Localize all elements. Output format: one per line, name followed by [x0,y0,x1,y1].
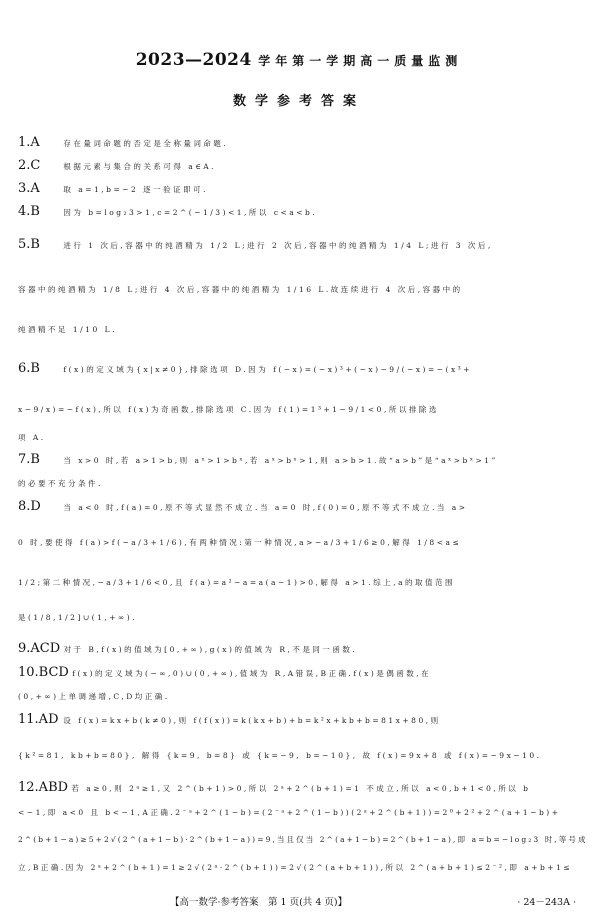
answer-5-line-3 [18,322,117,337]
answer-num: 3.A [18,181,40,196]
answer-line: (0,+∞)上单调递增,C,D均正确. [18,692,170,701]
answer-1 [18,136,228,151]
answer-line: f(x)的定义域为(−∞,0)∪(0,+∞),值域为 R,A错误,B正确.f(x)是偶函数,在 [72,669,432,678]
answer-8-line-3 [18,575,455,590]
answer-12-line-2 [18,805,561,820]
answer-6-line-3 [18,430,46,445]
answer-8-line-2 [18,535,461,550]
answer-line: <−1,即 a<0 且 b<−1,A正确.2⁻ᵃ+2^(1−b)=(2⁻ᵃ+2^(1−b))(2ᵃ+2^(b+1))=2⁰+2²+2^(a+1−b)+ [18,808,561,817]
answer-line: 若 a≥0,则 2ᵃ≥1,又 2^(b+1)>0,所以 2ᵃ+2^(b+1)=1 不成立,所以 a<0,b+1<0,所以 b [71,784,531,793]
answer-4 [18,205,317,220]
answer-num: 1.A [18,135,40,150]
page-subtitle: 数学参考答案 [232,94,365,109]
answer-line: 进行 1 次后,容器中的纯酒精为 1/2 L;进行 2 次后,容器中的纯酒精为 1/4 L;进行 3 次后, [63,241,493,250]
answer-num: 2.C [18,158,41,173]
answer-num: 6.B [18,361,40,376]
answer-num: 4.B [18,204,40,219]
title-year: 2023—2024 [135,50,252,70]
answer-line: 当 x>0 时,若 a>1>b,则 aˣ>1>bˣ,若 aˣ>bˣ>1,则 a>b>1.故“a>b”是“aˣ>bˣ>1” [63,456,498,465]
answer-10 [18,666,431,681]
answer-line: 是(1/8,1/2]∪(1,+∞). [18,613,138,622]
answer-5 [18,238,493,253]
answer-11 [18,713,441,728]
answer-line: 的必要不充分条件. [18,479,103,488]
answer-9 [18,642,357,657]
answer-line: 立,B正确.因为 2ᵃ+2^(b+1)=1≥2√(2ᵃ·2^(b+1))=2√(2^(a+b+1)),所以 2^(a+b+1)≤2⁻²,即 a+b+1≤ [18,863,573,872]
answer-text: 存在量词命题的否定是全称量词命题. [63,139,229,148]
answer-line: 项 A. [18,433,46,442]
answer-10-line-2 [18,689,170,704]
answer-12 [18,781,530,796]
answer-6-line-2 [18,402,439,417]
answer-text: 因为 b=log₂3>1,c=2^(−1/3)<1,所以 c<a<b. [63,208,318,217]
answer-12-line-3 [18,832,588,847]
footer-page-info: 【高一数学·参考答案 第 1 页(共 4 页)】 [170,897,348,908]
answer-7-line-2 [18,476,103,491]
footer-code: · 24－243A · [517,897,576,908]
answer-line: 纯酒精不足 1/10 L. [18,325,117,334]
answer-11-line-2 [18,748,542,763]
answer-num: 7.B [18,452,40,467]
answer-num: 10.BCD [18,665,69,680]
answer-line: 设 f(x)=kx+b(k≠0),则 f(f(x))=k(kx+b)+b=k²x+kb+b=81x+80,则 [63,716,441,725]
answer-num: 11.AD [18,712,59,727]
title-rest: 学年第一学期高一质量监测 [258,54,463,68]
answer-2 [18,159,216,174]
answer-line: 容器中的纯酒精为 1/8 L;进行 4 次后,容器中的纯酒精为 1/16 L.故连续进行 4 次后,容器中的 [18,285,463,294]
answer-7 [18,453,498,468]
answer-line: 当 a<0 时,f(a)=0,原不等式显然不成立.当 a=0 时,f(0)=0,原不等式不成立.当 a> [63,503,468,512]
answer-3 [18,182,208,197]
answer-line: f(x)的定义域为{x|x≠0},排除选项 D.因为 f(−x)=(−x)³+(−x)−9/(−x)=−(x³+ [63,365,472,374]
answer-8-line-4 [18,610,137,625]
answer-text: 根据元素与集合的关系可得 a∈A. [63,162,217,171]
answer-8 [18,500,468,515]
answer-num: 12.ABD [18,780,69,795]
answer-6 [18,362,472,377]
answer-num: 5.B [18,237,40,252]
answer-12-line-4 [18,860,572,875]
answer-num: 8.D [18,499,41,514]
answer-text: 取 a=1,b=−2 逐一验证即可. [63,185,209,194]
page-title [0,50,598,70]
answer-line: x−9/x)=−f(x),所以 f(x)为奇函数,排除选项 C.因为 f(1)=1³+1−9/1<0,所以排除选 [18,405,439,414]
answer-line: {k²=81, kb+b=80}, 解得 {k=9, b=8} 或 {k=−9, b=−10}, 故 f(x)=9x+8 或 f(x)=−9x−10. [18,751,542,760]
answer-num: 9.ACD [18,641,61,656]
answer-line: 0 时,要使得 f(a)>f(−a/3+1/6),有两种情况:第一种情况,a>−a/3+1/6≥0,解得 1/8<a≤ [18,538,462,547]
answer-5-line-2 [18,282,463,297]
answer-line: 1/2;第二种情况,−a/3+1/6<0,且 f(a)=a²−a=a(a−1)>0,解得 a>1.综上,a的取值范围 [18,578,456,587]
answer-line: 2^(b+1−a)≥5+2√(2^(a+1−b)·2^(b+1−a))=9,当且仅当 2^(a+1−b)=2^(b+1−a),即 a=b=−log₂3 时,等号成 [18,835,588,844]
answer-text: 对于 B,f(x)的值域为[0,+∞),g(x)的值域为 R,不是同一函数. [63,645,358,654]
